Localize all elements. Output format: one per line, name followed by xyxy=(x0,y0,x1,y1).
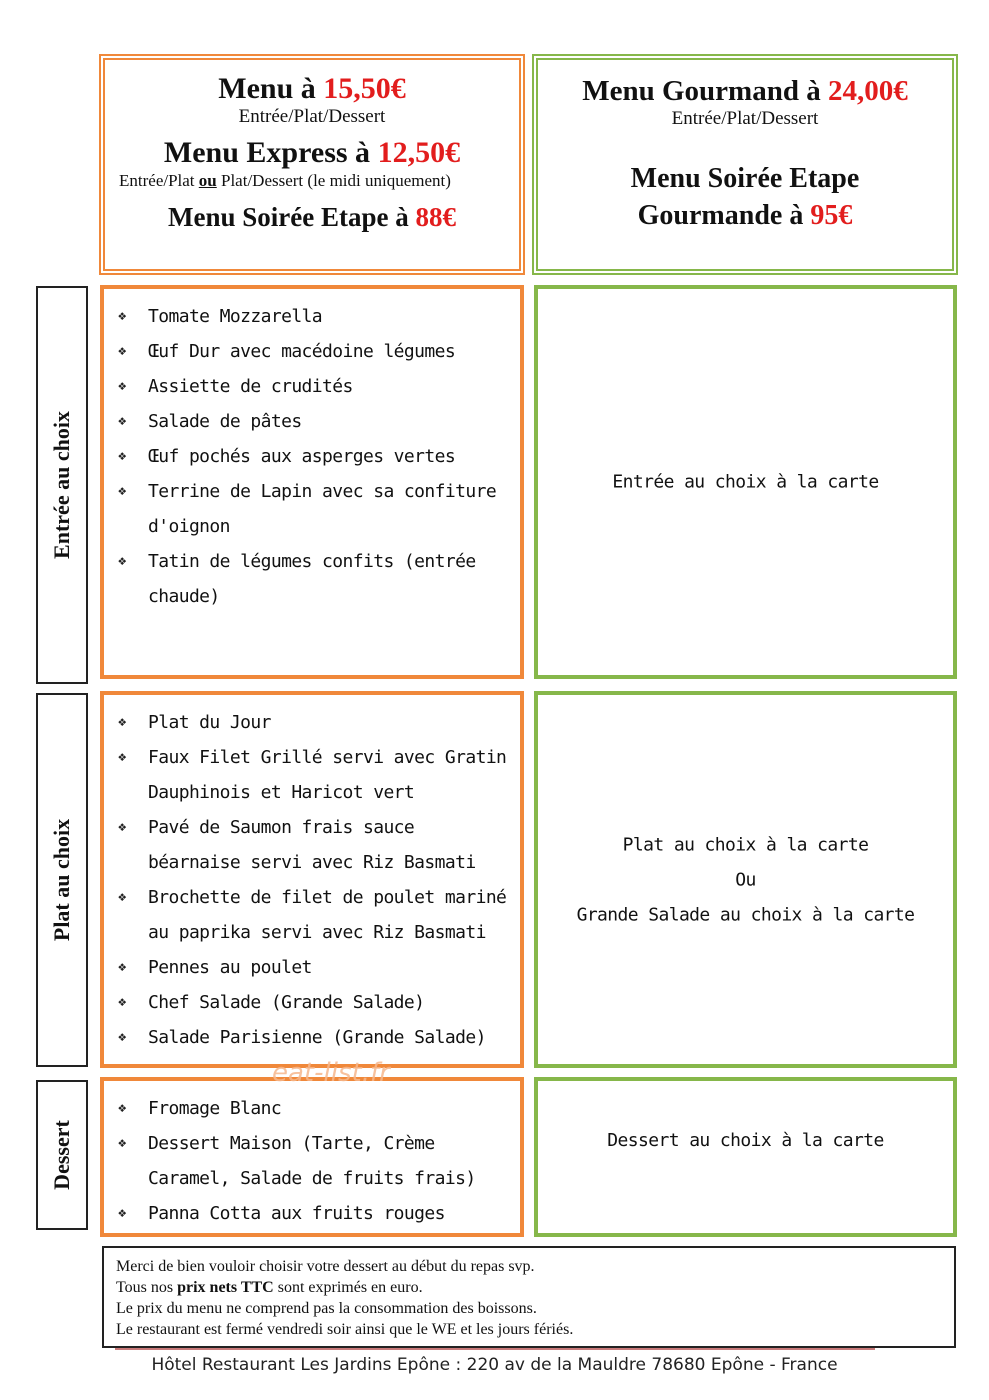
plat-item: ❖ Brochette de filet de poulet mariné au paprika servi avec Riz Basmati xyxy=(118,880,510,950)
plat-gourmand-line3: Grande Salade au choix à la carte xyxy=(576,904,915,925)
menu-express-label: Menu Express à xyxy=(163,136,378,169)
menu-gourmand-subtitle: Entrée/Plat/Dessert xyxy=(671,108,819,129)
footer-line-2c: sont exprimés en euro. xyxy=(273,1279,423,1296)
entree-gourmand-text: Entrée au choix à la carte xyxy=(612,471,879,493)
menu-express-note-ou: ou xyxy=(198,171,217,190)
entree-item: ❖ Œuf pochés aux asperges vertes xyxy=(118,439,510,474)
plat-item: ❖ Pavé de Saumon frais sauce béarnaise servi avec Riz Basmati xyxy=(118,810,510,880)
menu-15-title xyxy=(105,72,519,106)
dessert-gourmand-text: Dessert au choix à la carte xyxy=(607,1130,884,1151)
dessert-item: ❖ Fromage Blanc xyxy=(118,1091,510,1126)
plat-gourmand-text xyxy=(538,827,953,932)
plat-gourmand-box xyxy=(534,691,957,1068)
footer-line-2 xyxy=(116,1277,942,1298)
entree-gourmand-box xyxy=(534,285,957,679)
entree-item: ❖ Terrine de Lapin avec sa confiture d'oignon xyxy=(118,474,510,544)
plat-item: ❖ Salade Parisienne (Grande Salade) xyxy=(118,1020,510,1055)
footer-divider xyxy=(115,1348,875,1350)
dessert-list-box xyxy=(100,1077,524,1237)
section-label-dessert-text: Dessert xyxy=(49,1120,74,1190)
plat-list xyxy=(104,695,520,1055)
menu-express-price: 12,50€ xyxy=(377,136,461,169)
footer-line-3: Le prix du menu ne comprend pas la consommation des boissons. xyxy=(116,1300,537,1317)
menu-header-left xyxy=(99,54,525,275)
footer-notes xyxy=(102,1246,956,1348)
menu-express-note-b: Plat/Dessert (le midi uniquement) xyxy=(216,171,451,190)
plat-item: ❖ Plat du Jour xyxy=(118,705,510,740)
entree-item: ❖ Salade de pâtes xyxy=(118,404,510,439)
menu-header-right xyxy=(532,54,958,275)
dessert-item: ❖ Dessert Maison (Tarte, Crème Caramel, Salade de fruits frais) xyxy=(118,1126,510,1196)
menu-express-title xyxy=(105,136,519,170)
section-label-plat-text: Plat au choix xyxy=(49,818,74,942)
menu-soiree-price: 88€ xyxy=(415,202,456,232)
menu-soiree-gourmande-label: Gourmande à xyxy=(637,200,811,231)
entree-item: ❖ Tatin de légumes confits (entrée chaude) xyxy=(118,544,510,614)
footer-line-4: Le restaurant est fermé vendredi soir ainsi que le WE et les jours fériés. xyxy=(116,1321,574,1338)
entree-item: ❖ Assiette de crudités xyxy=(118,369,510,404)
footer-line-2b: prix nets TTC xyxy=(177,1279,274,1296)
menu-gourmand-title xyxy=(538,74,952,108)
menu-15-label: Menu à xyxy=(218,72,324,105)
entree-list-box xyxy=(100,285,524,679)
plat-item: ❖ Chef Salade (Grande Salade) xyxy=(118,985,510,1020)
menu-soiree-gourmande-line2 xyxy=(538,197,952,234)
menu-15-price: 15,50€ xyxy=(323,72,406,105)
section-label-entree-text: Entrée au choix xyxy=(49,411,74,559)
dessert-gourmand-box xyxy=(534,1077,957,1237)
section-label-entree xyxy=(36,286,88,684)
entree-item: ❖ Œuf Dur avec macédoine légumes xyxy=(118,334,510,369)
footer-line-1: Merci de bien vouloir choisir votre dessert au début du repas svp. xyxy=(116,1258,535,1275)
plat-gourmand-line1: Plat au choix à la carte xyxy=(622,834,869,855)
menu-gourmand-price: 24,00€ xyxy=(827,75,908,107)
section-label-dessert xyxy=(36,1080,88,1230)
menu-soiree-label: Menu Soirée Etape à xyxy=(168,202,416,232)
plat-item: ❖ Faux Filet Grillé servi avec Gratin Dauphinois et Haricot vert xyxy=(118,740,510,810)
menu-soiree-title xyxy=(105,200,519,234)
menu-gourmand-label: Menu Gourmand à xyxy=(582,75,828,107)
plat-gourmand-line2: Ou xyxy=(735,869,756,890)
entree-item: ❖ Tomate Mozzarella xyxy=(118,299,510,334)
dessert-item: ❖ Panna Cotta aux fruits rouges xyxy=(118,1196,510,1231)
menu-15-subtitle: Entrée/Plat/Dessert xyxy=(238,106,386,127)
plat-item: ❖ Pennes au poulet xyxy=(118,950,510,985)
menu-express-note xyxy=(105,170,519,192)
dessert-list xyxy=(104,1081,520,1231)
menu-soiree-gourmande-price: 95€ xyxy=(810,200,853,231)
footer-line-2a: Tous nos xyxy=(116,1279,178,1296)
watermark-logo: eat-list.fr xyxy=(272,1058,390,1088)
plat-list-box xyxy=(100,691,524,1068)
menu-soiree-gourmande-line1: Menu Soirée Etape xyxy=(630,163,860,194)
entree-list xyxy=(104,289,520,614)
restaurant-address: Hôtel Restaurant Les Jardins Epône : 220 av de la Mauldre 78680 Epône - France xyxy=(151,1355,838,1375)
menu-soiree-gourmande-title xyxy=(538,160,952,234)
menu-express-note-a: Entrée/Plat xyxy=(119,171,199,190)
section-label-plat xyxy=(36,693,88,1067)
